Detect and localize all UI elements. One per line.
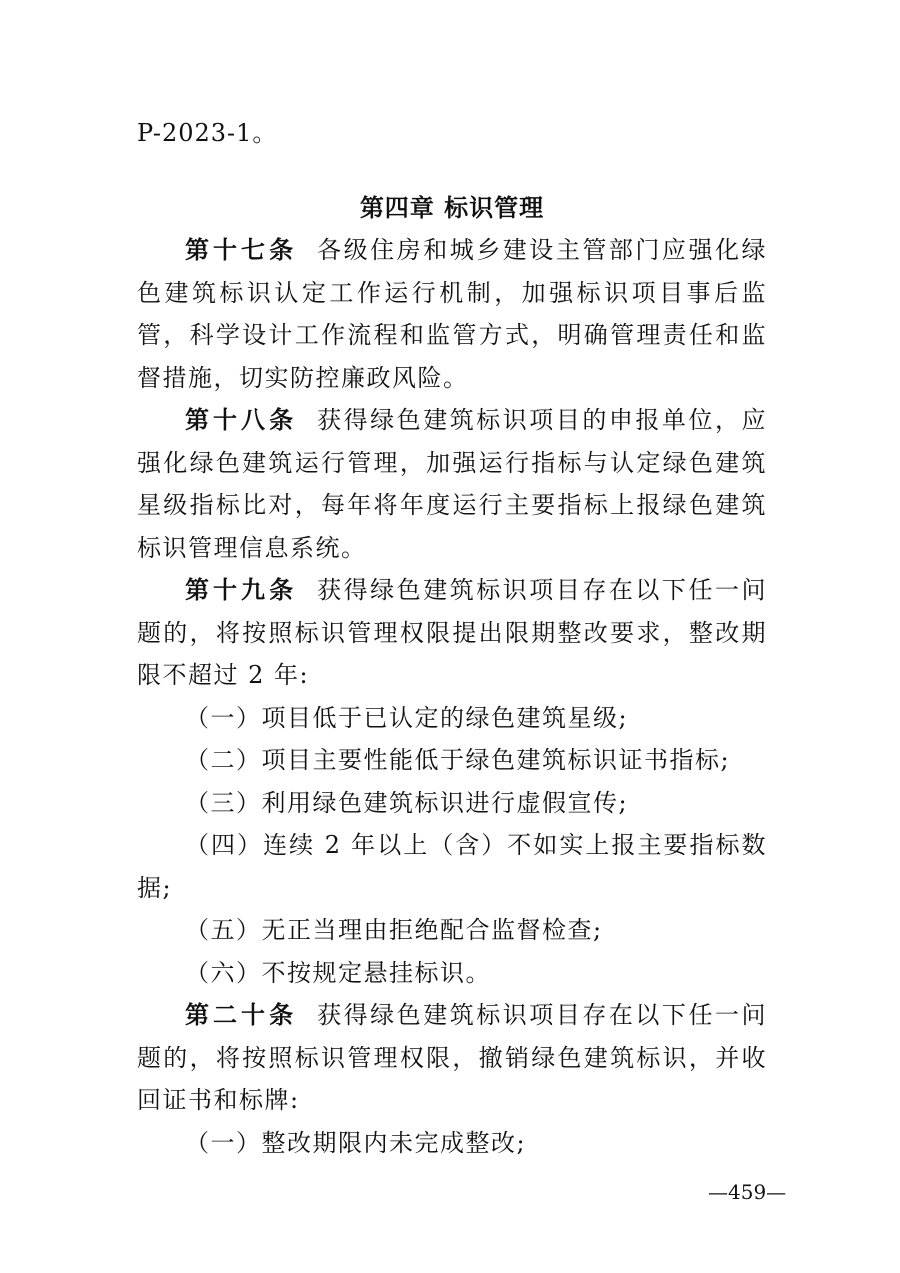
article-title: 第十九条 [185,576,298,604]
article-title: 第十八条 [185,406,298,434]
article-20 [137,994,767,1122]
article-text: 获得绿色建筑标识项目存在以下任一问题的，将按照标识管理权限提出限期整改要求，整改期限不超过 2 年: [137,576,768,689]
continuation-text: P-2023-1。 [137,119,278,147]
list-item: （三）利用绿色建筑标识进行虚假宣传; [185,788,629,817]
document-body [137,112,767,1164]
list-item: （一）项目低于已认定的绿色建筑星级; [185,703,629,732]
list-item: （五）无正当理由拒绝配合监督检查; [185,916,603,944]
article-19 [137,569,767,697]
chapter-title: 第四章 标识管理 [359,193,545,222]
article-text: 获得绿色建筑标识项目的申报单位，应强化绿色建筑运行管理，加强运行指标与认定绿色建筑星级指标比对，每年将年度运行主要指标上报绿色建筑标识管理信息系统。 [137,406,768,562]
article-title: 第二十条 [185,1001,298,1029]
article-text: 各级住房和城乡建设主管部门应强化绿色建筑标识认定工作运行机制，加强标识项目事后监管，科学设计工作流程和监管方式，明确管理责任和监督措施，切实防控廉政风险。 [137,236,768,392]
list-item: （四）连续 2 年以上（含）不如实上报主要指标数据; [137,831,767,902]
page-number: —459— [708,1180,787,1204]
article-text: 获得绿色建筑标识项目存在以下任一问题的，将按照标识管理权限，撤销绿色建筑标识，并收回证书和标牌: [137,1001,768,1114]
article-17 [137,229,767,399]
list-item: （一）整改期限内未完成整改; [185,1128,527,1157]
list-item: （二）项目主要性能低于绿色建筑标识证书指标; [185,746,731,774]
article-18 [137,399,767,569]
article-title: 第十七条 [185,236,298,264]
list-item: （六）不按规定悬挂标识。 [185,958,491,987]
